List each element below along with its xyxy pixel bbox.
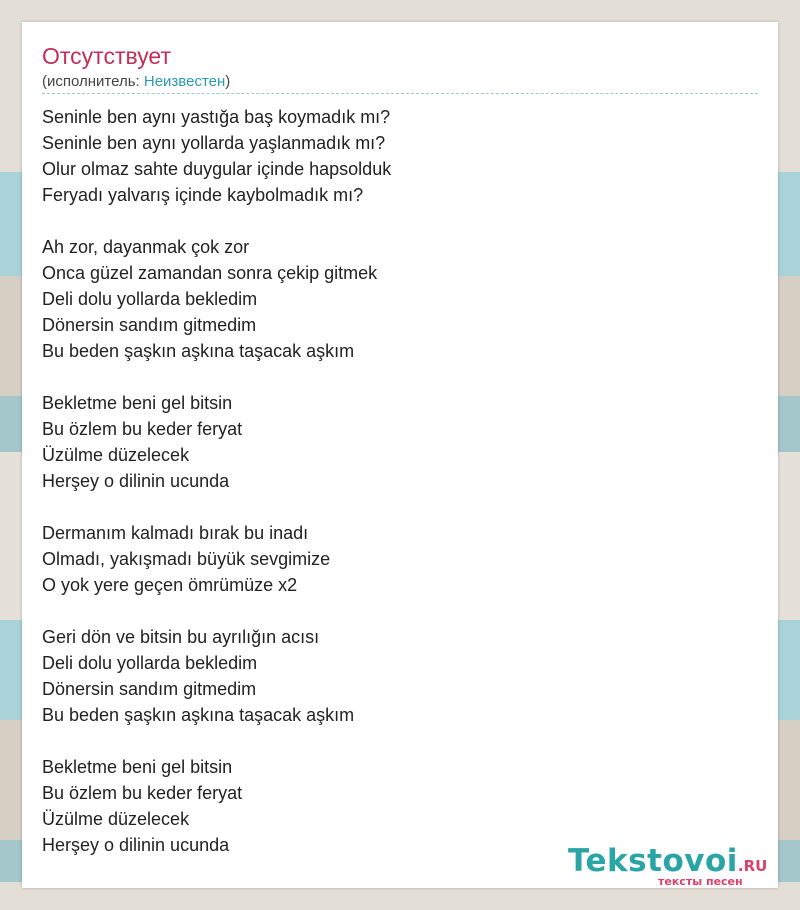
lyric-line: Bekletme beni gel bitsin bbox=[42, 393, 233, 413]
lyric-line: Bu özlem bu keder feryat bbox=[42, 783, 243, 803]
site-logo[interactable] bbox=[568, 842, 778, 888]
artist-suffix: ) bbox=[225, 73, 231, 90]
stanza bbox=[42, 104, 391, 208]
lyrics-body bbox=[42, 104, 391, 884]
lyric-line: Deli dolu yollarda bekledim bbox=[42, 653, 258, 673]
lyric-line: Herşey o dilinin ucunda bbox=[42, 471, 230, 491]
logo-tagline: тексты песен bbox=[658, 875, 743, 888]
lyric-line: O yok yere geçen ömrümüze x2 bbox=[42, 575, 298, 595]
logo-brand: Tekstovoi bbox=[568, 843, 738, 879]
stanza bbox=[42, 520, 391, 598]
lyric-line: Bekletme beni gel bitsin bbox=[42, 757, 233, 777]
lyric-line: Deli dolu yollarda bekledim bbox=[42, 289, 258, 309]
lyric-line: Seninle ben aynı yastığa baş koymadık mı? bbox=[42, 107, 391, 127]
lyric-line: Onca güzel zamandan sonra çekip gitmek bbox=[42, 263, 378, 283]
lyric-line: Herşey o dilinin ucunda bbox=[42, 835, 230, 855]
lyric-line: Üzülme düzelecek bbox=[42, 809, 190, 829]
lyric-line: Olmadı, yakışmadı büyük sevgimize bbox=[42, 549, 331, 569]
lyric-line: Dönersin sandım gitmedim bbox=[42, 679, 257, 699]
lyric-line: Dermanım kalmadı bırak bu inadı bbox=[42, 523, 309, 543]
lyric-line: Üzülme düzelecek bbox=[42, 445, 190, 465]
lyrics-card bbox=[22, 22, 778, 888]
song-title: Отсутствует bbox=[42, 43, 171, 69]
title-divider bbox=[42, 93, 758, 94]
stanza bbox=[42, 754, 391, 858]
lyric-line: Bu özlem bu keder feryat bbox=[42, 419, 243, 439]
stanza bbox=[42, 624, 391, 728]
lyric-line: Feryadı yalvarış içinde kaybolmadık mı? bbox=[42, 185, 364, 205]
artist-link[interactable]: Неизвестен bbox=[143, 73, 226, 90]
lyric-line: Bu beden şaşkın aşkına taşacak aşkım bbox=[42, 705, 355, 725]
stanza bbox=[42, 390, 391, 494]
stanza bbox=[42, 234, 391, 364]
artist-prefix: (исполнитель: bbox=[42, 73, 144, 90]
lyric-line: Geri dön ve bitsin bu ayrılığın acısı bbox=[42, 627, 320, 647]
lyric-line: Ah zor, dayanmak çok zor bbox=[42, 237, 250, 257]
lyric-line: Olur olmaz sahte duygular içinde hapsolduk bbox=[42, 159, 392, 179]
lyric-line: Bu beden şaşkın aşkına taşacak aşkım bbox=[42, 341, 355, 361]
logo-tld: .RU bbox=[737, 857, 768, 875]
lyric-line: Seninle ben aynı yollarda yaşlanmadık mı? bbox=[42, 133, 386, 153]
lyric-line: Dönersin sandım gitmedim bbox=[42, 315, 257, 335]
artist-line bbox=[42, 72, 230, 92]
